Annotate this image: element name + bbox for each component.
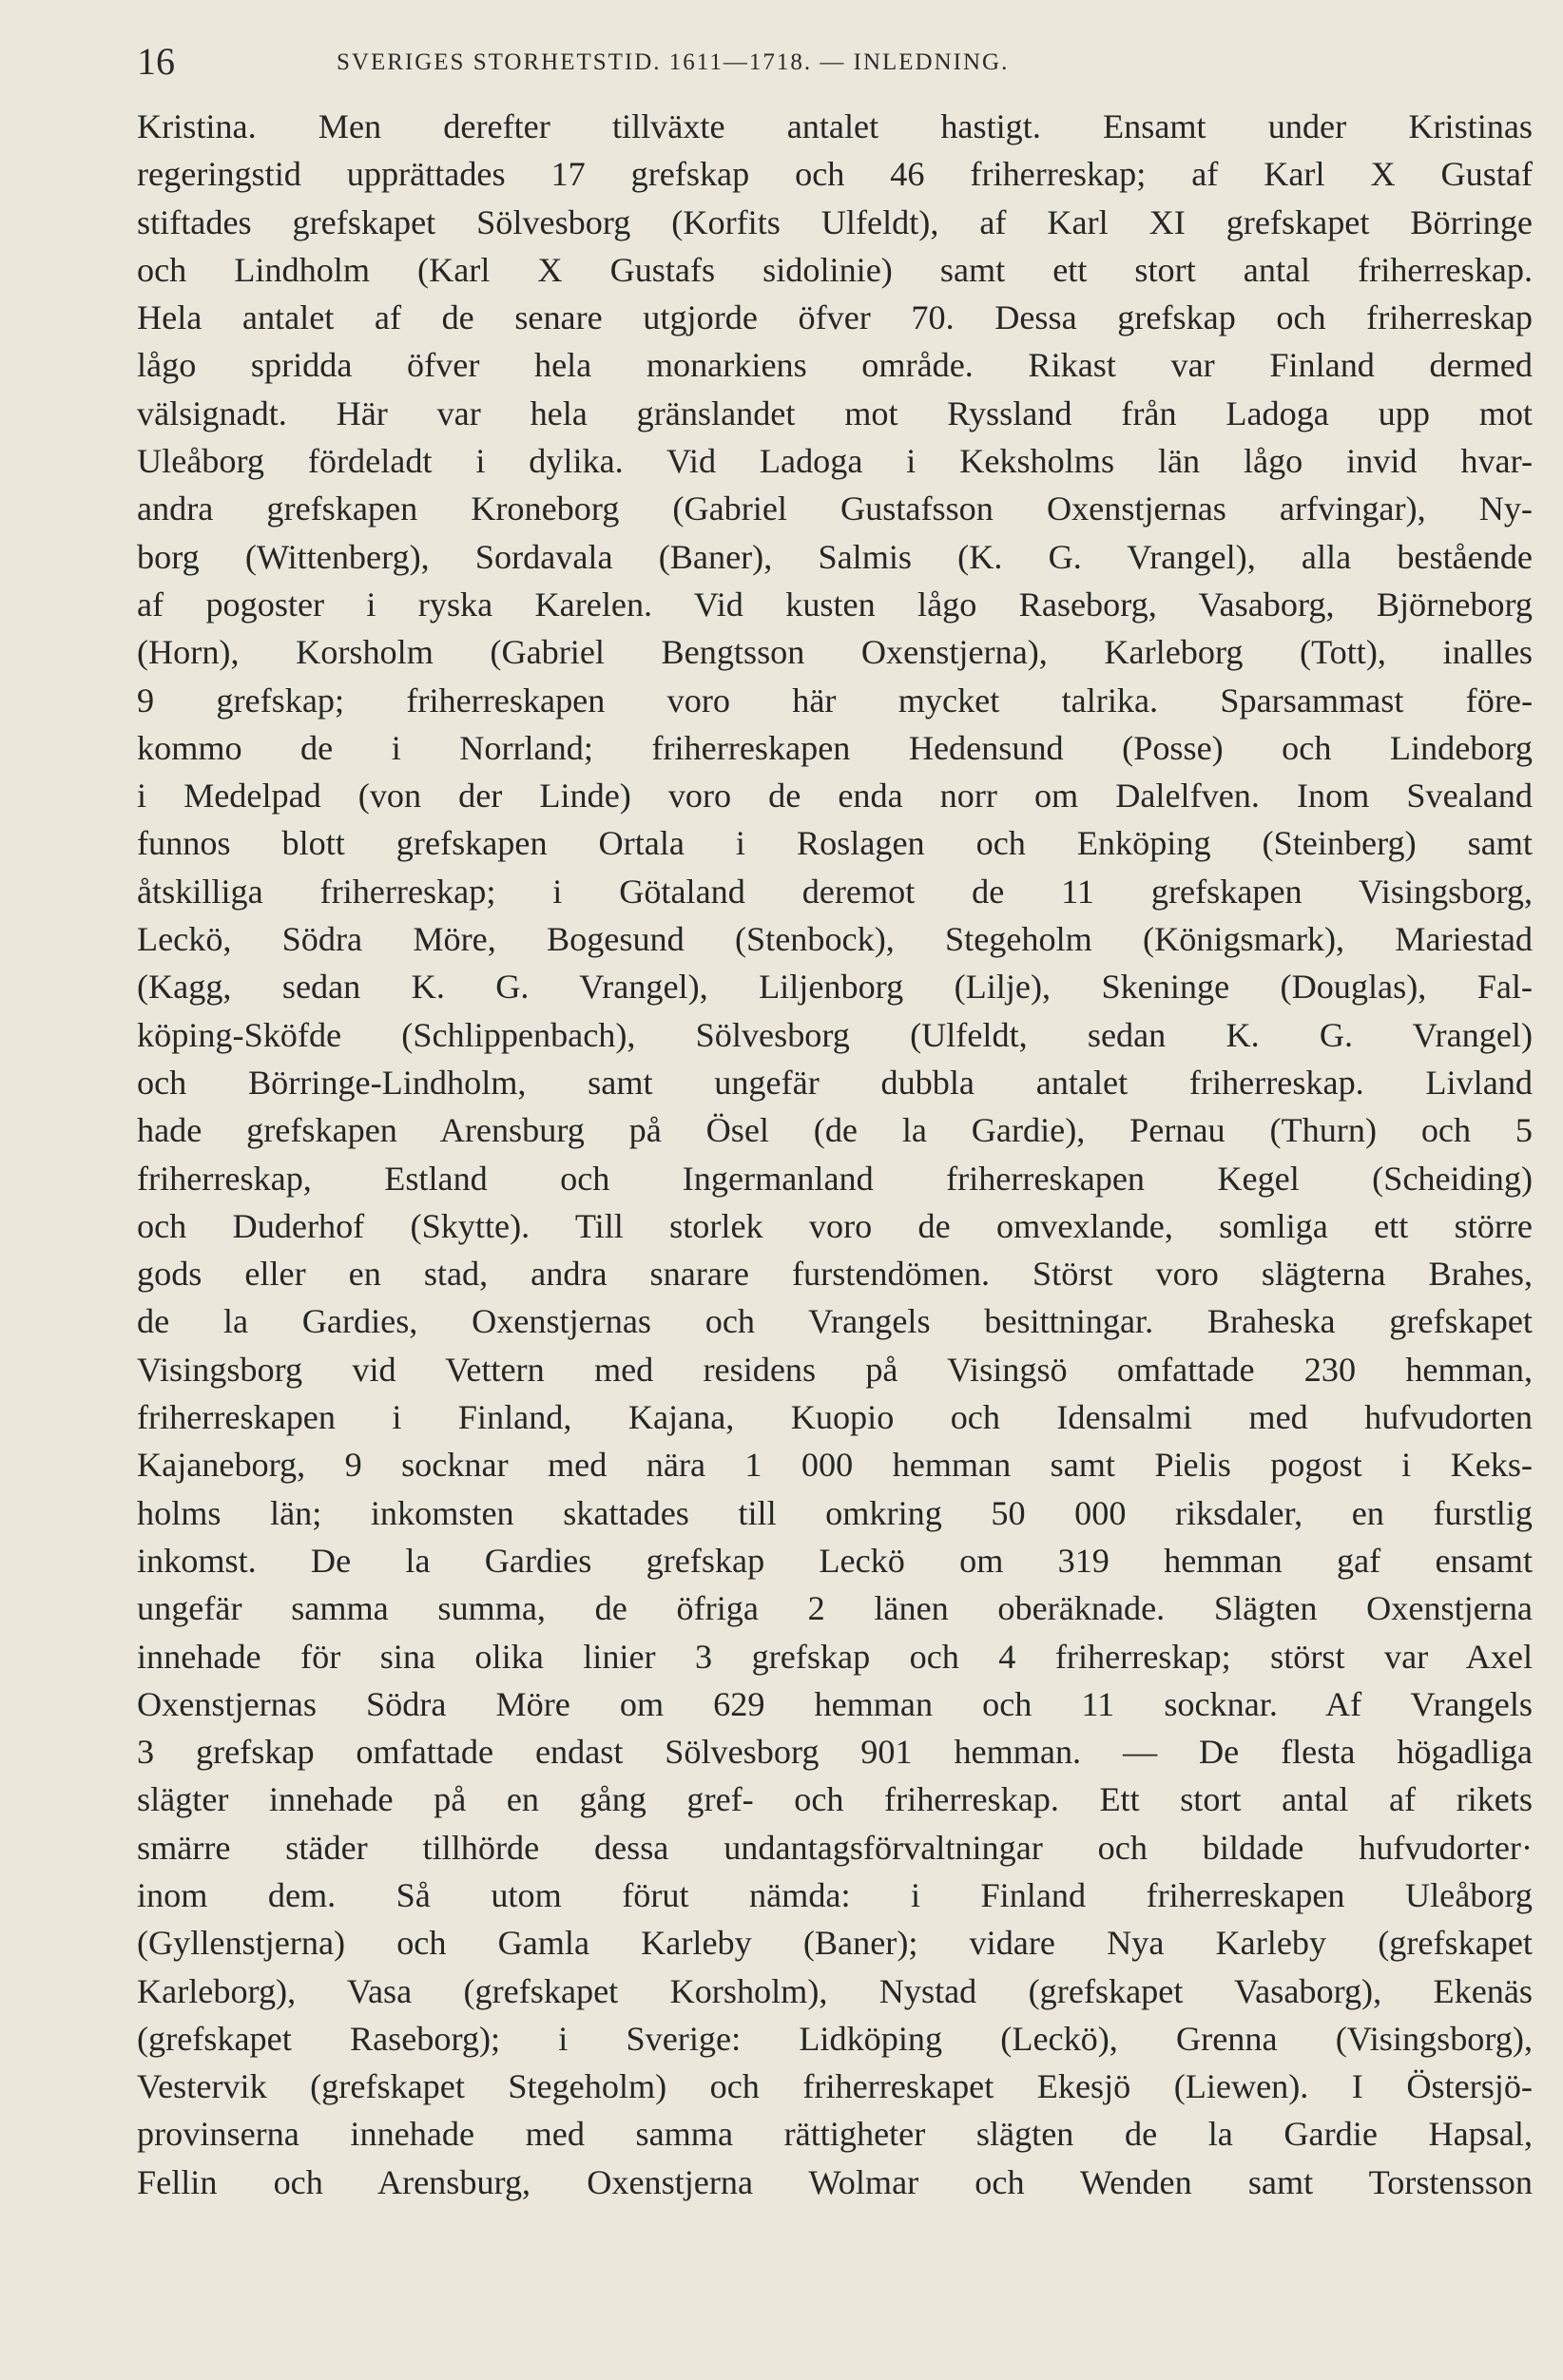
text-line: gods eller en stad, andra snarare furstendömen. Störst voro slägterna Brahes,	[137, 1255, 1533, 1294]
text-line: inom dem. Så utom förut nämda: i Finland friherreskapen Uleåborg	[137, 1875, 1533, 1914]
text-line: regeringstid upprättades 17 grefskap och 46 friherreskap; af Karl X Gustaf	[137, 155, 1533, 194]
text-line: åtskilliga friherreskap; i Götaland deremot de 11 grefskapen Visingsborg,	[137, 872, 1533, 911]
text-line: Karleborg), Vasa (grefskapet Korsholm), Nystad (grefskapet Vasaborg), Ekenäs	[137, 1971, 1533, 2010]
text-line: (Horn), Korsholm (Gabriel Bengtsson Oxenstjerna), Karleborg (Tott), inalles	[137, 633, 1533, 672]
text-line: 3 grefskap omfattade endast Sölvesborg 901 hemman. — De flesta högadliga	[137, 1733, 1533, 1772]
text-line: slägter innehade på en gång gref- och friherreskap. Ett stort antal af rikets	[137, 1780, 1533, 1819]
text-line: kommo de i Norrland; friherreskapen Hedensund (Posse) och Lindeborg	[137, 728, 1533, 767]
text-line: Visingsborg vid Vettern med residens på Visingsö omfattade 230 hemman,	[137, 1350, 1533, 1389]
text-line: (grefskapet Raseborg); i Sverige: Lidköping (Leckö), Grenna (Visingsborg),	[137, 2019, 1533, 2058]
text-line: Vestervik (grefskapet Stegeholm) och friherreskapet Ekesjö (Liewen). I Östersjö-	[137, 2067, 1533, 2106]
text-line: köping-Sköfde (Schlippenbach), Sölvesborg (Ulfeldt, sedan K. G. Vrangel)	[137, 1015, 1533, 1054]
text-line: Kajaneborg, 9 socknar med nära 1 000 hemman samt Pielis pogost i Keks-	[137, 1446, 1533, 1485]
text-line: friherreskap, Estland och Ingermanland friherreskapen Kegel (Scheiding)	[137, 1159, 1533, 1198]
text-line: andra grefskapen Kroneborg (Gabriel Gustafsson Oxenstjernas arfvingar), Ny-	[137, 489, 1533, 528]
text-line: Leckö, Södra Möre, Bogesund (Stenbock), Stegeholm (Königsmark), Mariestad	[137, 920, 1533, 959]
text-line: provinserna innehade med samma rättigheter slägten de la Gardie Hapsal,	[137, 2115, 1533, 2154]
text-line: de la Gardies, Oxenstjernas och Vrangels besittningar. Braheska grefskapet	[137, 1302, 1533, 1341]
body-text	[137, 103, 1533, 2206]
text-line: innehade för sina olika linier 3 grefskap och 4 friherreskap; störst var Axel	[137, 1637, 1533, 1676]
text-line: och Duderhof (Skytte). Till storlek voro de omvexlande, somliga ett större	[137, 1206, 1533, 1245]
text-line: stiftades grefskapet Sölvesborg (Korfits Ulfeldt), af Karl XI grefskapet Börringe	[137, 202, 1533, 241]
running-title: SVERIGES STORHETSTID. 1611—1718. — INLEDNING.	[337, 49, 1010, 75]
text-line: (Kagg, sedan K. G. Vrangel), Liljenborg (Lilje), Skeninge (Douglas), Fal-	[137, 968, 1533, 1007]
text-line: (Gyllenstjerna) och Gamla Karleby (Baner); vidare Nya Karleby (grefskapet	[137, 1924, 1533, 1963]
page-header	[137, 38, 1533, 86]
text-line: Fellin och Arensburg, Oxenstjerna Wolmar och Wenden samt Torstensson	[137, 2162, 1533, 2201]
text-line: 9 grefskap; friherreskapen voro här mycket talrika. Sparsammast före-	[137, 681, 1533, 720]
text-line: välsignadt. Här var hela gränslandet mot Ryssland från Ladoga upp mot	[137, 393, 1533, 432]
text-line: Kristina. Men derefter tillväxte antalet hastigt. Ensamt under Kristinas	[137, 107, 1533, 145]
text-line: holms län; inkomsten skattades till omkring 50 000 riksdaler, en furstlig	[137, 1493, 1533, 1532]
text-line: hade grefskapen Arensburg på Ösel (de la Gardie), Pernau (Thurn) och 5	[137, 1111, 1533, 1150]
text-line: borg (Wittenberg), Sordavala (Baner), Salmis (K. G. Vrangel), alla bestående	[137, 537, 1533, 576]
text-line: Uleåborg fördeladt i dylika. Vid Ladoga i Keksholms län lågo invid hvar-	[137, 442, 1533, 481]
text-line: Hela antalet af de senare utgjorde öfver 70. Dessa grefskap och friherreskap	[137, 298, 1533, 337]
text-line: inkomst. De la Gardies grefskap Leckö om 319 hemman gaf ensamt	[137, 1541, 1533, 1580]
page-number: 16	[137, 40, 175, 83]
text-line: och Börringe-Lindholm, samt ungefär dubbla antalet friherreskap. Livland	[137, 1063, 1533, 1102]
text-line: ungefär samma summa, de öfriga 2 länen oberäknade. Slägten Oxenstjerna	[137, 1589, 1533, 1628]
text-line: lågo spridda öfver hela monarkiens område. Rikast var Finland dermed	[137, 346, 1533, 385]
text-line: och Lindholm (Karl X Gustafs sidolinie) samt ett stort antal friherreskap.	[137, 250, 1533, 289]
text-line: af pogoster i ryska Karelen. Vid kusten lågo Raseborg, Vasaborg, Björneborg	[137, 585, 1533, 624]
text-line: funnos blott grefskapen Ortala i Roslagen och Enköping (Steinberg) samt	[137, 824, 1533, 863]
text-line: friherreskapen i Finland, Kajana, Kuopio och Idensalmi med hufvudorten	[137, 1398, 1533, 1437]
text-line: i Medelpad (von der Linde) voro de enda norr om Dalelfven. Inom Svealand	[137, 777, 1533, 816]
text-line: smärre städer tillhörde dessa undantagsförvaltningar och bildade hufvudorter·	[137, 1828, 1533, 1867]
text-line: Oxenstjernas Södra Möre om 629 hemman och 11 socknar. Af Vrangels	[137, 1684, 1533, 1723]
